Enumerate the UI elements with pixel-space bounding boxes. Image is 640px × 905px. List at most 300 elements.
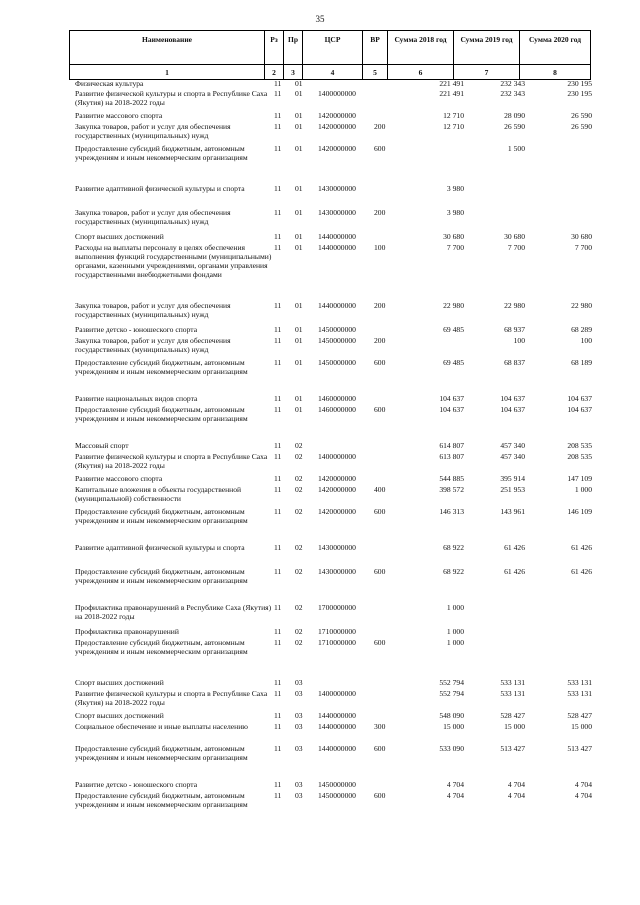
row-name: Развитие адаптивной физической культуры и спорта	[75, 184, 245, 193]
table-row	[75, 208, 592, 232]
row-name: Предоставление субсидий бюджетным, автономным учреждениям и иным некоммерческим организациям	[75, 144, 248, 162]
row-name: Массовый спорт	[75, 441, 129, 450]
row-rz: 11	[274, 638, 282, 647]
col-header-2018: Сумма 2018 год	[388, 31, 454, 65]
row-sum-2020: 7 700	[574, 243, 592, 252]
row-rz: 11	[274, 711, 282, 720]
row-vr: 600	[374, 567, 386, 576]
row-sum-2018: 7 700	[446, 243, 464, 252]
row-pr: 02	[295, 603, 303, 612]
row-sum-2018: 552 794	[439, 678, 464, 687]
row-sum-2020: 61 426	[571, 567, 592, 576]
col-header-2020: Сумма 2020 год	[520, 31, 591, 65]
row-csr: 1400000000	[318, 452, 356, 461]
row-pr: 02	[295, 627, 303, 636]
row-vr: 600	[374, 638, 386, 647]
row-sum-2020	[525, 144, 592, 184]
col-number: 1	[70, 65, 265, 80]
row-pr: 01	[295, 208, 303, 217]
table-row	[75, 474, 592, 485]
row-sum-2020: 513 427	[567, 744, 592, 753]
row-sum-2020: 30 680	[571, 232, 592, 241]
row-pr: 01	[295, 336, 303, 345]
row-name: Расходы на выплаты персоналу в целях обеспечения выполнения функций государственными (муниципальными) органами, казенными учреждениями, органами управления государственными внебюджетными фондами	[75, 243, 272, 279]
row-vr: 200	[374, 336, 386, 345]
row-rz: 11	[274, 441, 282, 450]
row-name: Физическая культура	[75, 79, 144, 88]
row-rz: 11	[274, 405, 282, 414]
row-name: Закупка товаров, работ и услуг для обеспечения государственных (муниципальных) нужд	[75, 122, 231, 140]
row-sum-2019: 100	[513, 336, 525, 345]
row-vr: 600	[374, 507, 386, 516]
table-row	[75, 336, 592, 358]
col-header-name: Наименование	[70, 31, 265, 65]
row-name: Закупка товаров, работ и услуг для обеспечения государственных (муниципальных) нужд	[75, 208, 231, 226]
row-sum-2020: 68 189	[571, 358, 592, 367]
row-csr: 1710000000	[318, 627, 356, 636]
table-row	[75, 122, 592, 144]
row-sum-2020	[525, 638, 592, 678]
col-number: 5	[363, 65, 388, 80]
row-sum-2019: 232 343	[500, 89, 525, 98]
row-csr: 1430000000	[318, 567, 356, 576]
row-vr	[374, 441, 400, 452]
row-sum-2019: 4 704	[507, 780, 525, 789]
row-sum-2020	[525, 184, 592, 208]
row-sum-2019: 528 427	[500, 711, 525, 720]
row-rz: 11	[274, 507, 282, 516]
row-vr	[374, 232, 400, 243]
row-sum-2019	[464, 603, 525, 627]
row-name: Спорт высших достижений	[75, 232, 164, 241]
row-vr	[374, 678, 400, 689]
row-sum-2018: 4 704	[446, 791, 464, 800]
row-sum-2018: 12 710	[443, 122, 464, 131]
row-csr: 1440000000	[318, 711, 356, 720]
row-pr: 03	[295, 780, 303, 789]
row-csr: 1420000000	[318, 122, 356, 131]
table-row	[75, 358, 592, 394]
row-name: Развитие адаптивной физической культуры и спорта	[75, 543, 245, 552]
row-vr: 600	[374, 405, 386, 414]
row-sum-2020: 230 195	[567, 79, 592, 88]
row-csr: 1710000000	[318, 638, 356, 647]
table-row	[75, 722, 592, 744]
row-sum-2018: 68 922	[443, 567, 464, 576]
table-row	[75, 543, 592, 567]
row-pr: 02	[295, 452, 303, 461]
row-pr: 02	[295, 507, 303, 516]
row-sum-2018: 221 491	[439, 79, 464, 88]
row-csr: 1440000000	[318, 722, 356, 731]
row-sum-2018: 544 885	[439, 474, 464, 483]
row-rz: 11	[274, 122, 282, 131]
col-number: 7	[454, 65, 520, 80]
row-sum-2020: 15 000	[571, 722, 592, 731]
row-vr	[374, 325, 400, 336]
row-csr: 1420000000	[318, 507, 356, 516]
row-sum-2019: 15 000	[504, 722, 525, 731]
row-sum-2020: 100	[580, 336, 592, 345]
row-sum-2019: 26 590	[504, 122, 525, 131]
row-sum-2020: 208 535	[567, 452, 592, 461]
row-sum-2018: 68 922	[443, 543, 464, 552]
row-sum-2020: 26 590	[571, 122, 592, 131]
table-row	[75, 405, 592, 441]
row-vr: 600	[374, 144, 386, 153]
table-row	[75, 507, 592, 543]
table-row	[75, 441, 592, 452]
row-rz: 11	[274, 184, 282, 193]
row-pr: 02	[295, 485, 303, 494]
row-pr: 02	[295, 638, 303, 647]
row-pr: 02	[295, 567, 303, 576]
row-vr: 600	[374, 358, 386, 367]
col-number: 2	[265, 65, 284, 80]
row-sum-2019: 30 680	[504, 232, 525, 241]
row-vr	[374, 394, 400, 405]
row-sum-2020: 533 131	[567, 678, 592, 687]
row-sum-2020	[525, 627, 592, 638]
row-rz: 11	[274, 627, 282, 636]
row-pr: 01	[295, 184, 303, 193]
row-name: Спорт высших достижений	[75, 678, 164, 687]
row-pr: 02	[295, 543, 303, 552]
row-sum-2018	[400, 144, 464, 184]
row-rz: 11	[274, 208, 282, 217]
table-row	[75, 485, 592, 507]
row-sum-2020	[525, 603, 592, 627]
row-vr	[374, 627, 400, 638]
row-name: Капитальные вложения в объекты государственной (муниципальной) собственности	[75, 485, 242, 503]
row-name: Профилактика правонарушений в Республике Саха (Якутия) на 2018-2022 годы	[75, 603, 272, 621]
row-vr: 200	[374, 208, 386, 217]
row-sum-2019: 143 961	[500, 507, 525, 516]
col-header-rz: Рз	[265, 31, 284, 65]
row-pr: 03	[295, 678, 303, 687]
row-sum-2019: 22 980	[504, 301, 525, 310]
row-name: Предоставление субсидий бюджетным, автономным учреждениям и иным некоммерческим организациям	[75, 507, 248, 525]
row-rz: 11	[274, 780, 282, 789]
table-header	[69, 30, 591, 80]
row-sum-2018: 146 313	[439, 507, 464, 516]
row-rz: 11	[274, 394, 282, 403]
row-sum-2018: 3 980	[446, 184, 464, 193]
row-rz: 11	[274, 336, 282, 345]
row-sum-2019: 533 131	[500, 678, 525, 687]
row-sum-2018: 613 807	[439, 452, 464, 461]
row-rz: 11	[274, 474, 282, 483]
row-csr: 1440000000	[318, 301, 356, 310]
row-sum-2019: 104 637	[500, 394, 525, 403]
row-vr	[374, 711, 400, 722]
row-vr	[374, 79, 400, 89]
row-sum-2019: 28 090	[504, 111, 525, 120]
row-sum-2019	[464, 627, 525, 638]
row-rz: 11	[274, 243, 282, 252]
row-sum-2020: 4 704	[574, 791, 592, 800]
row-sum-2020: 104 637	[567, 394, 592, 403]
row-sum-2020: 146 109	[567, 507, 592, 516]
row-sum-2019	[464, 638, 525, 678]
table-row	[75, 394, 592, 405]
row-rz: 11	[274, 485, 282, 494]
row-sum-2020: 1 000	[574, 485, 592, 494]
table-row	[75, 780, 592, 791]
col-number: 6	[388, 65, 454, 80]
table-row	[75, 791, 592, 821]
row-vr	[374, 780, 400, 791]
row-sum-2020: 104 637	[567, 405, 592, 414]
row-rz: 11	[274, 79, 282, 88]
row-pr: 01	[295, 122, 303, 131]
table-row	[75, 301, 592, 325]
row-rz: 11	[274, 791, 282, 800]
row-pr: 01	[295, 405, 303, 414]
row-vr: 400	[374, 485, 386, 494]
row-sum-2020: 533 131	[567, 689, 592, 698]
table-row	[75, 452, 592, 474]
row-sum-2018: 22 980	[443, 301, 464, 310]
row-sum-2018: 104 637	[439, 405, 464, 414]
row-pr: 01	[295, 79, 303, 88]
row-vr	[374, 184, 400, 208]
table-row	[75, 711, 592, 722]
row-vr	[374, 603, 400, 627]
row-sum-2018: 552 794	[439, 689, 464, 698]
row-vr: 200	[374, 301, 386, 310]
row-rz: 11	[274, 678, 282, 687]
row-sum-2019: 104 637	[500, 405, 525, 414]
row-pr: 03	[295, 711, 303, 720]
col-header-vr: ВР	[363, 31, 388, 65]
row-name: Предоставление субсидий бюджетным, автономным учреждениям и иным некоммерческим организациям	[75, 567, 248, 585]
row-name: Закупка товаров, работ и услуг для обеспечения государственных (муниципальных) нужд	[75, 301, 231, 319]
row-name: Развитие физической культуры и спорта в Республике Саха (Якутия) на 2018-2022 годы	[75, 89, 268, 107]
row-pr: 02	[295, 441, 303, 450]
row-csr: 1460000000	[318, 394, 356, 403]
row-csr: 1700000000	[318, 603, 356, 612]
row-sum-2019	[464, 208, 525, 232]
row-csr: 1420000000	[318, 111, 356, 120]
row-vr: 600	[374, 791, 386, 800]
row-sum-2020: 147 109	[567, 474, 592, 483]
row-name: Предоставление субсидий бюджетным, автономным учреждениям и иным некоммерческим организациям	[75, 791, 248, 809]
row-sum-2020: 68 289	[571, 325, 592, 334]
row-name: Развитие физической культуры и спорта в Республике Саха (Якутия) на 2018-2022 годы	[75, 452, 268, 470]
row-sum-2020	[525, 208, 592, 232]
row-sum-2020: 4 704	[574, 780, 592, 789]
row-rz: 11	[274, 744, 282, 753]
row-sum-2020: 528 427	[567, 711, 592, 720]
row-csr: 1420000000	[318, 474, 356, 483]
row-vr	[374, 89, 400, 111]
row-csr: 1450000000	[318, 358, 356, 367]
col-header-csr: ЦСР	[303, 31, 363, 65]
row-name: Развитие детско - юношеского спорта	[75, 325, 198, 334]
row-sum-2019: 251 953	[500, 485, 525, 494]
row-rz: 11	[274, 89, 282, 98]
col-number: 8	[520, 65, 591, 80]
row-sum-2019: 68 837	[504, 358, 525, 367]
row-sum-2019: 457 340	[500, 452, 525, 461]
table-row	[75, 243, 592, 301]
row-sum-2020: 230 195	[567, 89, 592, 98]
table-row	[75, 79, 592, 89]
row-pr: 02	[295, 474, 303, 483]
row-sum-2018: 1 000	[446, 638, 464, 647]
row-sum-2018: 548 090	[439, 711, 464, 720]
table-row	[75, 184, 592, 208]
table-row	[75, 144, 592, 184]
row-sum-2018: 69 485	[443, 325, 464, 334]
row-sum-2019: 61 426	[504, 567, 525, 576]
row-rz: 11	[274, 144, 282, 153]
row-name: Закупка товаров, работ и услуг для обеспечения государственных (муниципальных) нужд	[75, 336, 231, 354]
row-name: Спорт высших достижений	[75, 711, 164, 720]
row-sum-2018: 614 807	[439, 441, 464, 450]
row-csr: 1430000000	[318, 208, 356, 217]
table-row	[75, 89, 592, 111]
table-row	[75, 232, 592, 243]
row-csr: 1440000000	[318, 232, 356, 241]
row-csr: 1430000000	[318, 184, 356, 193]
row-sum-2018: 1 000	[446, 603, 464, 612]
row-csr: 1440000000	[318, 744, 356, 753]
row-vr	[374, 111, 400, 122]
table-row	[75, 638, 592, 678]
row-sum-2019: 7 700	[507, 243, 525, 252]
row-sum-2019: 68 937	[504, 325, 525, 334]
row-name: Предоставление субсидий бюджетным, автономным учреждениям и иным некоммерческим организациям	[75, 358, 248, 376]
row-sum-2018: 69 485	[443, 358, 464, 367]
row-pr: 03	[295, 791, 303, 800]
row-rz: 11	[274, 325, 282, 334]
row-csr	[318, 441, 374, 452]
row-rz: 11	[274, 452, 282, 461]
row-sum-2019: 533 131	[500, 689, 525, 698]
row-sum-2020: 61 426	[571, 543, 592, 552]
row-csr: 1450000000	[318, 780, 356, 789]
row-vr	[374, 543, 400, 567]
row-vr	[374, 452, 400, 474]
table-row	[75, 325, 592, 336]
row-pr: 03	[295, 689, 303, 698]
row-csr: 1420000000	[318, 485, 356, 494]
row-sum-2020: 26 590	[571, 111, 592, 120]
row-pr: 03	[295, 722, 303, 731]
row-sum-2019: 395 914	[500, 474, 525, 483]
row-name: Социальное обеспечение и иные выплаты населению	[75, 722, 248, 731]
page-number: 35	[315, 14, 325, 24]
row-vr	[374, 474, 400, 485]
table-row	[75, 603, 592, 627]
row-rz: 11	[274, 567, 282, 576]
row-name: Развитие детско - юношеского спорта	[75, 780, 198, 789]
row-name: Развитие массового спорта	[75, 474, 163, 483]
row-pr: 01	[295, 301, 303, 310]
row-sum-2018: 533 090	[439, 744, 464, 753]
table-row	[75, 744, 592, 780]
row-rz: 11	[274, 722, 282, 731]
row-pr: 01	[295, 358, 303, 367]
row-csr	[318, 79, 374, 89]
row-name: Развитие массового спорта	[75, 111, 163, 120]
row-sum-2019: 457 340	[500, 441, 525, 450]
row-sum-2020: 22 980	[571, 301, 592, 310]
row-vr	[374, 689, 400, 711]
row-pr: 03	[295, 744, 303, 753]
col-number: 4	[303, 65, 363, 80]
row-sum-2018: 221 491	[439, 89, 464, 98]
row-rz: 11	[274, 232, 282, 241]
row-sum-2018: 104 637	[439, 394, 464, 403]
row-csr: 1430000000	[318, 543, 356, 552]
row-vr: 300	[374, 722, 386, 731]
row-csr: 1420000000	[318, 144, 356, 153]
budget-table	[75, 79, 592, 821]
row-name: Предоставление субсидий бюджетным, автономным учреждениям и иным некоммерческим организациям	[75, 405, 248, 423]
row-sum-2018	[400, 336, 464, 358]
row-vr: 600	[374, 744, 386, 753]
row-csr: 1450000000	[318, 325, 356, 334]
row-sum-2019: 4 704	[507, 791, 525, 800]
row-csr: 1450000000	[318, 791, 356, 800]
row-rz: 11	[274, 689, 282, 698]
row-rz: 11	[274, 543, 282, 552]
row-vr: 100	[374, 243, 386, 252]
row-pr: 01	[295, 325, 303, 334]
row-rz: 11	[274, 603, 282, 612]
row-sum-2019	[464, 184, 525, 208]
col-header-2019: Сумма 2019 год	[454, 31, 520, 65]
row-csr: 1440000000	[318, 243, 356, 252]
row-csr: 1450000000	[318, 336, 356, 345]
row-pr: 01	[295, 232, 303, 241]
row-name: Развитие национальных видов спорта	[75, 394, 198, 403]
row-name: Предоставление субсидий бюджетным, автономным учреждениям и иным некоммерческим организациям	[75, 744, 248, 762]
row-sum-2018: 30 680	[443, 232, 464, 241]
col-header-pr: Пр	[284, 31, 303, 65]
table-row	[75, 111, 592, 122]
row-csr: 1400000000	[318, 689, 356, 698]
row-sum-2018: 12 710	[443, 111, 464, 120]
row-sum-2019: 232 343	[500, 79, 525, 88]
row-csr	[318, 678, 374, 689]
row-name: Развитие физической культуры и спорта в Республике Саха (Якутия) на 2018-2022 годы	[75, 689, 268, 707]
row-pr: 01	[295, 89, 303, 98]
row-sum-2018: 1 000	[446, 627, 464, 636]
row-sum-2019: 513 427	[500, 744, 525, 753]
row-sum-2018: 4 704	[446, 780, 464, 789]
row-sum-2018: 398 572	[439, 485, 464, 494]
row-sum-2020: 208 535	[567, 441, 592, 450]
row-rz: 11	[274, 301, 282, 310]
row-sum-2019: 1 500	[507, 144, 525, 153]
table-row	[75, 689, 592, 711]
row-sum-2019: 61 426	[504, 543, 525, 552]
row-csr: 1400000000	[318, 89, 356, 98]
table-row	[75, 567, 592, 603]
table-row	[75, 678, 592, 689]
row-pr: 01	[295, 111, 303, 120]
row-sum-2018: 3 980	[446, 208, 464, 217]
row-vr: 200	[374, 122, 386, 131]
col-number: 3	[284, 65, 303, 80]
row-pr: 01	[295, 243, 303, 252]
row-rz: 11	[274, 358, 282, 367]
row-csr: 1460000000	[318, 405, 356, 414]
